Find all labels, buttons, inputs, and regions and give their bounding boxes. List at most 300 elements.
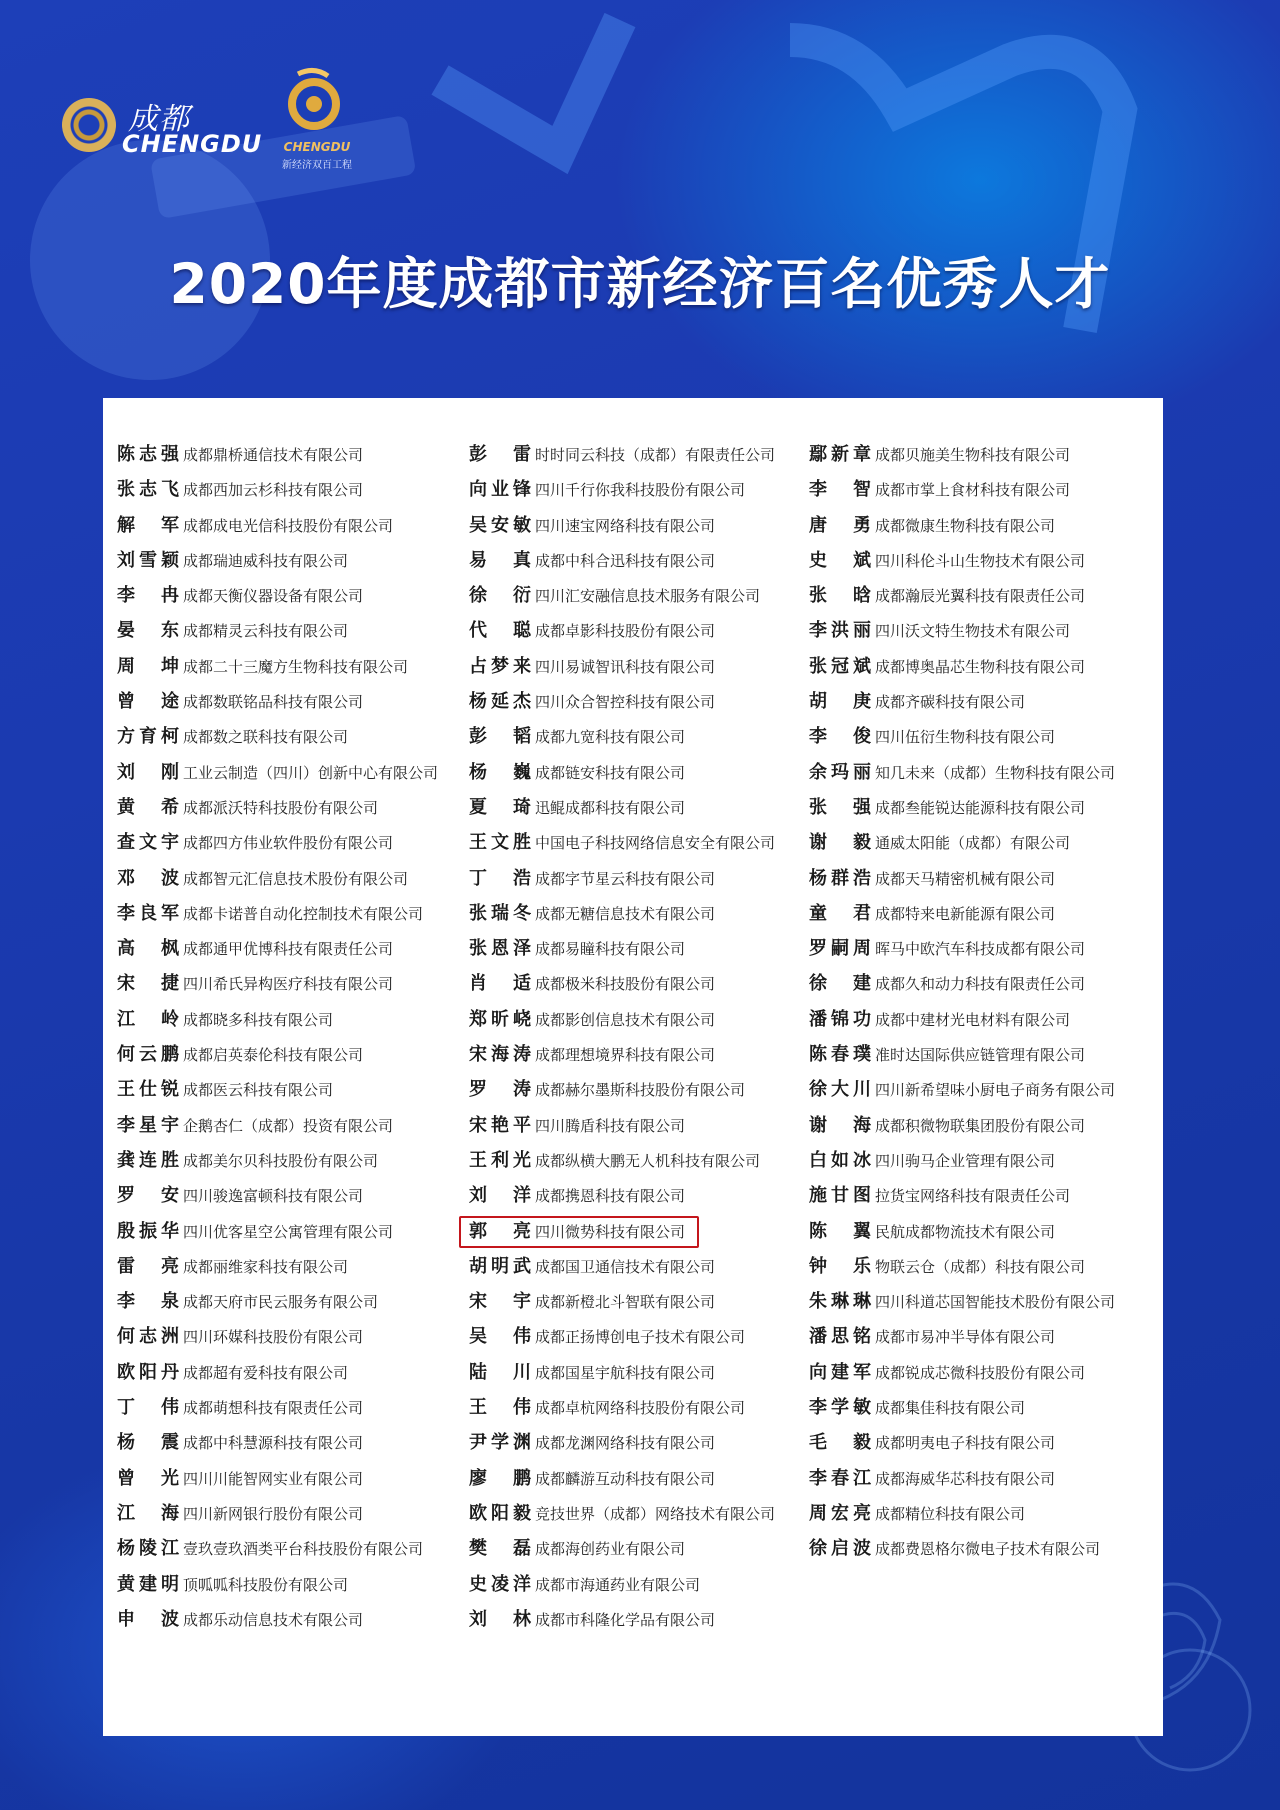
person-name: 欧阳丹 bbox=[117, 1361, 179, 1383]
company-name: 成都集佳科技有限公司 bbox=[875, 1399, 1026, 1418]
person-name: 李 俊 bbox=[809, 726, 871, 748]
person-name: 李春江 bbox=[809, 1467, 871, 1489]
talent-row bbox=[809, 579, 1115, 614]
person-name: 李 泉 bbox=[117, 1291, 179, 1313]
talent-row bbox=[809, 967, 1115, 1002]
company-name: 四川环媒科技股份有限公司 bbox=[183, 1328, 364, 1347]
talent-row bbox=[117, 1497, 438, 1532]
company-name: 成都正扬博创电子技术有限公司 bbox=[535, 1328, 746, 1347]
talent-row bbox=[469, 967, 775, 1002]
person-name: 史凌洋 bbox=[469, 1573, 531, 1595]
company-name: 四川伍衍生物科技有限公司 bbox=[875, 728, 1056, 747]
talent-row bbox=[469, 1497, 775, 1532]
person-name: 王仕锐 bbox=[117, 1079, 179, 1101]
company-name: 四川速宝网络科技有限公司 bbox=[535, 516, 716, 535]
talent-row bbox=[469, 579, 775, 614]
person-name: 曾 光 bbox=[117, 1467, 179, 1489]
talent-row bbox=[117, 473, 438, 508]
highlight-box bbox=[459, 1216, 699, 1248]
company-name: 四川希氏异构医疗科技有限公司 bbox=[183, 975, 394, 994]
company-name: 四川川能智网实业有限公司 bbox=[183, 1469, 364, 1488]
company-name: 成都超有爱科技有限公司 bbox=[183, 1363, 349, 1382]
talent-row bbox=[117, 897, 438, 932]
talent-row bbox=[117, 1215, 438, 1250]
person-name: 何云鹏 bbox=[117, 1044, 179, 1066]
person-name: 郑昕峣 bbox=[469, 1008, 531, 1030]
person-name: 易 真 bbox=[469, 549, 531, 571]
company-name: 成都卓影科技股份有限公司 bbox=[535, 622, 716, 641]
company-name: 成都精位科技有限公司 bbox=[875, 1504, 1026, 1523]
talent-row bbox=[809, 1426, 1115, 1461]
talent-row bbox=[469, 544, 775, 579]
talent-row bbox=[469, 1144, 775, 1179]
company-name: 成都鼎桥通信技术有限公司 bbox=[183, 446, 364, 464]
person-name: 陆 川 bbox=[469, 1361, 531, 1383]
person-name: 陈春璞 bbox=[809, 1044, 871, 1066]
person-name: 王文胜 bbox=[469, 832, 531, 854]
company-name: 成都特来电新能源有限公司 bbox=[875, 904, 1056, 923]
company-name: 成都贝施美生物科技有限公司 bbox=[875, 446, 1071, 464]
company-name: 四川新网银行股份有限公司 bbox=[183, 1504, 364, 1523]
talent-row bbox=[469, 1532, 775, 1567]
talent-row bbox=[809, 1391, 1115, 1426]
company-name: 四川微势科技有限公司 bbox=[535, 1222, 686, 1241]
talent-row bbox=[809, 826, 1115, 861]
company-name: 成都市海通药业有限公司 bbox=[535, 1575, 701, 1594]
company-name: 成都链安科技有限公司 bbox=[535, 763, 686, 782]
talent-row bbox=[469, 1179, 775, 1214]
person-name: 李 智 bbox=[809, 479, 871, 501]
company-name: 四川科道芯国智能技术股份有限公司 bbox=[875, 1293, 1116, 1312]
talent-row bbox=[809, 438, 1115, 473]
talent-row bbox=[117, 1391, 438, 1426]
company-name: 成都极米科技股份有限公司 bbox=[535, 975, 716, 994]
chengdu-logo-en: CHENGDU bbox=[122, 130, 263, 158]
person-name: 罗 安 bbox=[117, 1185, 179, 1207]
person-name: 朱琳琳 bbox=[809, 1291, 871, 1313]
talent-row bbox=[117, 614, 438, 649]
person-name: 鄢新章 bbox=[809, 444, 871, 465]
company-name: 成都纵横大鹏无人机科技有限公司 bbox=[535, 1151, 761, 1170]
talent-row bbox=[469, 509, 775, 544]
talent-row bbox=[469, 1356, 775, 1391]
company-name: 成都天马精密机械有限公司 bbox=[875, 869, 1056, 888]
person-name: 欧阳毅 bbox=[469, 1502, 531, 1524]
person-name: 廖 鹏 bbox=[469, 1467, 531, 1489]
person-name: 张志飞 bbox=[117, 479, 179, 501]
company-name: 企鹅杏仁（成都）投资有限公司 bbox=[183, 1116, 394, 1135]
talent-row bbox=[117, 826, 438, 861]
company-name: 顶呱呱科技股份有限公司 bbox=[183, 1575, 349, 1594]
talent-row bbox=[809, 1179, 1115, 1214]
chengdu-logo bbox=[62, 96, 262, 166]
company-name: 成都齐碳科技有限公司 bbox=[875, 693, 1026, 712]
talent-row bbox=[469, 1109, 775, 1144]
person-name: 夏 琦 bbox=[469, 796, 531, 818]
talent-row bbox=[809, 1497, 1115, 1532]
person-name: 童 君 bbox=[809, 902, 871, 924]
talent-row bbox=[117, 932, 438, 967]
company-name: 成都市易冲半导体有限公司 bbox=[875, 1328, 1056, 1347]
person-name: 黄 希 bbox=[117, 796, 179, 818]
person-name: 江 海 bbox=[117, 1502, 179, 1524]
talent-row bbox=[809, 932, 1115, 967]
talent-row bbox=[117, 1603, 438, 1638]
talent-row bbox=[117, 1462, 438, 1497]
talent-row bbox=[469, 473, 775, 508]
company-name: 成都市掌上食材科技有限公司 bbox=[875, 481, 1071, 500]
talent-row bbox=[809, 897, 1115, 932]
company-name: 拉货宝网络科技有限责任公司 bbox=[875, 1187, 1071, 1206]
talent-row bbox=[117, 1285, 438, 1320]
person-name: 陈志强 bbox=[117, 444, 179, 465]
company-name: 四川汇安融信息技术服务有限公司 bbox=[535, 587, 761, 606]
company-name: 成都中建材光电材料有限公司 bbox=[875, 1010, 1071, 1029]
company-name: 成都中科合迅科技有限公司 bbox=[535, 551, 716, 570]
talent-row bbox=[469, 720, 775, 755]
company-name: 成都国星宇航科技有限公司 bbox=[535, 1363, 716, 1382]
person-name: 江 岭 bbox=[117, 1008, 179, 1030]
person-name: 谢 毅 bbox=[809, 832, 871, 854]
company-name: 成都丽维家科技有限公司 bbox=[183, 1257, 349, 1276]
company-name: 成都博奥晶芯生物科技有限公司 bbox=[875, 657, 1086, 676]
talent-row bbox=[809, 1356, 1115, 1391]
person-name: 张恩泽 bbox=[469, 938, 531, 960]
person-name: 丁 伟 bbox=[117, 1397, 179, 1419]
person-name: 李良军 bbox=[117, 902, 179, 924]
person-name: 毛 毅 bbox=[809, 1432, 871, 1454]
company-name: 成都派沃特科技股份有限公司 bbox=[183, 798, 379, 817]
person-name: 宋海涛 bbox=[469, 1044, 531, 1066]
talent-column-2 bbox=[469, 438, 775, 1638]
company-name: 四川优客星空公寓管理有限公司 bbox=[183, 1222, 394, 1241]
talent-row bbox=[469, 1391, 775, 1426]
company-name: 民航成都物流技术有限公司 bbox=[875, 1222, 1056, 1241]
person-name: 白如冰 bbox=[809, 1149, 871, 1171]
person-name: 周 坤 bbox=[117, 655, 179, 677]
talent-row bbox=[117, 438, 438, 473]
person-name: 申 波 bbox=[117, 1608, 179, 1630]
person-name: 彭 雷 bbox=[469, 444, 531, 465]
company-name: 成都通甲优博科技有限责任公司 bbox=[183, 940, 394, 959]
talent-row bbox=[469, 932, 775, 967]
talent-row bbox=[117, 1003, 438, 1038]
talent-row bbox=[117, 544, 438, 579]
person-name: 胡 庚 bbox=[809, 691, 871, 713]
company-name: 成都西加云杉科技有限公司 bbox=[183, 481, 364, 500]
person-name: 胡明武 bbox=[469, 1255, 531, 1277]
talent-row bbox=[117, 650, 438, 685]
talent-row bbox=[469, 1003, 775, 1038]
talent-row bbox=[809, 509, 1115, 544]
company-name: 竞技世界（成都）网络技术有限公司 bbox=[535, 1504, 776, 1523]
person-name: 周宏亮 bbox=[809, 1502, 871, 1524]
company-name: 成都赫尔墨斯科技股份有限公司 bbox=[535, 1081, 746, 1100]
person-name: 殷振华 bbox=[117, 1220, 179, 1242]
person-name: 邓 波 bbox=[117, 867, 179, 889]
talent-row bbox=[117, 509, 438, 544]
person-name: 吴 伟 bbox=[469, 1326, 531, 1348]
company-name: 通威太阳能（成都）有限公司 bbox=[875, 834, 1071, 853]
talent-row bbox=[809, 1462, 1115, 1497]
talent-row bbox=[469, 1215, 775, 1250]
talent-row bbox=[809, 614, 1115, 649]
person-name: 史 斌 bbox=[809, 549, 871, 571]
talent-row bbox=[469, 1568, 775, 1603]
person-name: 唐 勇 bbox=[809, 514, 871, 536]
talent-row bbox=[809, 862, 1115, 897]
person-name: 杨陵江 bbox=[117, 1538, 179, 1560]
talent-row bbox=[469, 1320, 775, 1355]
talent-row bbox=[117, 756, 438, 791]
person-name: 张 晗 bbox=[809, 585, 871, 607]
company-name: 成都麟游互动科技有限公司 bbox=[535, 1469, 716, 1488]
talent-row bbox=[469, 791, 775, 826]
talent-row bbox=[469, 1250, 775, 1285]
talent-row bbox=[117, 1532, 438, 1567]
company-name: 四川驹马企业管理有限公司 bbox=[875, 1151, 1056, 1170]
person-name: 丁 浩 bbox=[469, 867, 531, 889]
company-name: 壹玖壹玖酒类平台科技股份有限公司 bbox=[183, 1540, 424, 1559]
company-name: 准时达国际供应链管理有限公司 bbox=[875, 1046, 1086, 1065]
talent-row bbox=[809, 544, 1115, 579]
person-name: 曾 途 bbox=[117, 691, 179, 713]
person-name: 王利光 bbox=[469, 1149, 531, 1171]
talent-row bbox=[117, 791, 438, 826]
company-name: 成都乐动信息技术有限公司 bbox=[183, 1610, 364, 1629]
company-name: 四川腾盾科技有限公司 bbox=[535, 1116, 686, 1135]
person-name: 刘 刚 bbox=[117, 761, 179, 783]
talent-row bbox=[809, 1285, 1115, 1320]
talent-row bbox=[469, 1426, 775, 1461]
talent-row bbox=[809, 720, 1115, 755]
company-name: 成都中科慧源科技有限公司 bbox=[183, 1434, 364, 1453]
talent-row bbox=[809, 685, 1115, 720]
talent-row bbox=[809, 1320, 1115, 1355]
company-name: 成都明夷电子科技有限公司 bbox=[875, 1434, 1056, 1453]
company-name: 成都瀚辰光翼科技有限责任公司 bbox=[875, 587, 1086, 606]
person-name: 向业锋 bbox=[469, 479, 531, 501]
person-name: 杨 巍 bbox=[469, 761, 531, 783]
company-name: 成都龙渊网络科技有限公司 bbox=[535, 1434, 716, 1453]
person-name: 吴安敏 bbox=[469, 514, 531, 536]
talent-row bbox=[809, 756, 1115, 791]
new-economy-logo-zh: 新经济双百工程 bbox=[282, 160, 352, 171]
person-name: 龚连胜 bbox=[117, 1149, 179, 1171]
person-name: 余玛丽 bbox=[809, 761, 871, 783]
talent-row bbox=[117, 967, 438, 1002]
person-name: 宋 宇 bbox=[469, 1291, 531, 1313]
company-name: 四川沃文特生物技术有限公司 bbox=[875, 622, 1071, 641]
company-name: 成都积微物联集团股份有限公司 bbox=[875, 1116, 1086, 1135]
company-name: 成都精灵云科技有限公司 bbox=[183, 622, 349, 641]
talent-row bbox=[117, 1144, 438, 1179]
person-name: 宋艳平 bbox=[469, 1114, 531, 1136]
company-name: 成都晓多科技有限公司 bbox=[183, 1010, 334, 1029]
person-name: 肖 适 bbox=[469, 973, 531, 995]
company-name: 成都新橙北斗智联有限公司 bbox=[535, 1293, 716, 1312]
talent-row bbox=[117, 1179, 438, 1214]
company-name: 成都费恩格尔微电子技术有限公司 bbox=[875, 1540, 1101, 1559]
person-name: 刘雪颖 bbox=[117, 549, 179, 571]
person-name: 李星宇 bbox=[117, 1114, 179, 1136]
person-name: 方育柯 bbox=[117, 726, 179, 748]
person-name: 彭 韬 bbox=[469, 726, 531, 748]
chengdu-ring-icon bbox=[62, 98, 116, 152]
company-name: 成都久和动力科技有限责任公司 bbox=[875, 975, 1086, 994]
company-name: 晖马中欧汽车科技成都有限公司 bbox=[875, 940, 1086, 959]
person-name: 黄建明 bbox=[117, 1573, 179, 1595]
person-name: 徐 建 bbox=[809, 973, 871, 995]
person-name: 杨 震 bbox=[117, 1432, 179, 1454]
person-name: 陈 翼 bbox=[809, 1220, 871, 1242]
company-name: 工业云制造（四川）创新中心有限公司 bbox=[183, 763, 439, 782]
company-name: 成都卡诺普自动化控制技术有限公司 bbox=[183, 904, 424, 923]
company-name: 成都海创药业有限公司 bbox=[535, 1540, 686, 1559]
talent-row bbox=[469, 650, 775, 685]
person-name: 高 枫 bbox=[117, 938, 179, 960]
talent-row bbox=[117, 1073, 438, 1108]
company-name: 四川千行你我科技股份有限公司 bbox=[535, 481, 746, 500]
talent-row bbox=[117, 1356, 438, 1391]
company-name: 成都二十三魔方生物科技有限公司 bbox=[183, 657, 409, 676]
talent-row bbox=[469, 862, 775, 897]
company-name: 成都国卫通信技术有限公司 bbox=[535, 1257, 716, 1276]
company-name: 成都智元汇信息技术股份有限公司 bbox=[183, 869, 409, 888]
person-name: 潘思铭 bbox=[809, 1326, 871, 1348]
talent-row bbox=[117, 862, 438, 897]
company-name: 成都数之联科技有限公司 bbox=[183, 728, 349, 747]
talent-row bbox=[469, 1073, 775, 1108]
company-name: 成都卓杭网络科技股份有限公司 bbox=[535, 1399, 746, 1418]
person-name: 李 冉 bbox=[117, 585, 179, 607]
person-name: 潘锦功 bbox=[809, 1008, 871, 1030]
person-name: 杨群浩 bbox=[809, 867, 871, 889]
talent-row bbox=[469, 756, 775, 791]
person-name: 徐启波 bbox=[809, 1538, 871, 1560]
company-name: 四川众合智控科技有限公司 bbox=[535, 693, 716, 712]
person-name: 罗嗣周 bbox=[809, 938, 871, 960]
person-name: 张瑞冬 bbox=[469, 902, 531, 924]
talent-row bbox=[469, 1285, 775, 1320]
company-name: 成都理想境界科技有限公司 bbox=[535, 1046, 716, 1065]
person-name: 查文宇 bbox=[117, 832, 179, 854]
talent-row bbox=[469, 1462, 775, 1497]
company-name: 成都萌想科技有限责任公司 bbox=[183, 1399, 364, 1418]
company-name: 知几未来（成都）生物科技有限公司 bbox=[875, 763, 1116, 782]
talent-row bbox=[809, 1003, 1115, 1038]
talent-column-3 bbox=[809, 438, 1115, 1568]
talent-row bbox=[809, 473, 1115, 508]
person-name: 向建军 bbox=[809, 1361, 871, 1383]
company-name: 迅鲲成都科技有限公司 bbox=[535, 798, 686, 817]
company-name: 成都美尔贝科技股份有限公司 bbox=[183, 1151, 379, 1170]
company-name: 成都九宽科技有限公司 bbox=[535, 728, 686, 747]
company-name: 中国电子科技网络信息安全有限公司 bbox=[535, 834, 776, 853]
talent-row bbox=[809, 1109, 1115, 1144]
person-name: 罗 涛 bbox=[469, 1079, 531, 1101]
person-name: 代 聪 bbox=[469, 620, 531, 642]
company-name: 成都天府市民云服务有限公司 bbox=[183, 1293, 379, 1312]
talent-row bbox=[809, 1144, 1115, 1179]
page-title: 2020年度成都市新经济百名优秀人才 bbox=[169, 252, 1111, 316]
person-name: 谢 海 bbox=[809, 1114, 871, 1136]
talent-row bbox=[809, 1073, 1115, 1108]
person-name: 何志洲 bbox=[117, 1326, 179, 1348]
talent-row bbox=[809, 1038, 1115, 1073]
talent-row bbox=[809, 1215, 1115, 1250]
new-economy-logo-en: CHENGDU bbox=[283, 140, 351, 154]
talent-row bbox=[469, 826, 775, 861]
person-name: 李学敏 bbox=[809, 1397, 871, 1419]
company-name: 成都影创信息技术有限公司 bbox=[535, 1010, 716, 1029]
talent-row bbox=[117, 579, 438, 614]
person-name: 李洪丽 bbox=[809, 620, 871, 642]
talent-row bbox=[469, 438, 775, 473]
person-name: 解 军 bbox=[117, 514, 179, 536]
person-name: 钟 乐 bbox=[809, 1255, 871, 1277]
chengdu-logo-zh: 成都 bbox=[128, 102, 190, 137]
talent-row bbox=[469, 1038, 775, 1073]
talent-row bbox=[117, 720, 438, 755]
talent-row bbox=[117, 1250, 438, 1285]
company-name: 时时同云科技（成都）有限责任公司 bbox=[535, 446, 776, 464]
new-economy-emblem-icon bbox=[284, 66, 344, 136]
person-name: 尹学渊 bbox=[469, 1432, 531, 1454]
person-name: 杨延杰 bbox=[469, 691, 531, 713]
person-name: 王 伟 bbox=[469, 1397, 531, 1419]
talent-row bbox=[117, 685, 438, 720]
talent-row bbox=[469, 1603, 775, 1638]
company-name: 成都四方伟业软件股份有限公司 bbox=[183, 834, 394, 853]
talent-row bbox=[117, 1320, 438, 1355]
talent-row bbox=[469, 685, 775, 720]
person-name: 宋 捷 bbox=[117, 973, 179, 995]
company-name: 成都医云科技有限公司 bbox=[183, 1081, 334, 1100]
person-name: 徐 衍 bbox=[469, 585, 531, 607]
company-name: 成都无糖信息技术有限公司 bbox=[535, 904, 716, 923]
company-name: 成都字节星云科技有限公司 bbox=[535, 869, 716, 888]
talent-row bbox=[117, 1426, 438, 1461]
company-name: 成都锐成芯微科技股份有限公司 bbox=[875, 1363, 1086, 1382]
company-name: 成都携恩科技有限公司 bbox=[535, 1187, 686, 1206]
company-name: 成都叁能锐达能源科技有限公司 bbox=[875, 798, 1086, 817]
company-name: 四川易诚智讯科技有限公司 bbox=[535, 657, 716, 676]
company-name: 成都天衡仪器设备有限公司 bbox=[183, 587, 364, 606]
talent-row bbox=[117, 1038, 438, 1073]
company-name: 成都海威华芯科技有限公司 bbox=[875, 1469, 1056, 1488]
new-economy-logo bbox=[262, 60, 372, 180]
talent-row bbox=[809, 650, 1115, 685]
person-name: 刘 洋 bbox=[469, 1185, 531, 1207]
company-name: 成都市科隆化学品有限公司 bbox=[535, 1610, 716, 1629]
company-name: 成都成电光信科技股份有限公司 bbox=[183, 516, 394, 535]
person-name: 雷 亮 bbox=[117, 1255, 179, 1277]
talent-row bbox=[809, 1250, 1115, 1285]
person-name: 晏 东 bbox=[117, 620, 179, 642]
talent-row bbox=[469, 897, 775, 932]
talent-row bbox=[809, 791, 1115, 826]
talent-row bbox=[117, 1109, 438, 1144]
talent-row bbox=[469, 614, 775, 649]
person-name: 樊 磊 bbox=[469, 1538, 531, 1560]
company-name: 四川科伦斗山生物技术有限公司 bbox=[875, 551, 1086, 570]
company-name: 物联云仓（成都）科技有限公司 bbox=[875, 1257, 1086, 1276]
company-name: 四川新希望味小厨电子商务有限公司 bbox=[875, 1081, 1116, 1100]
company-name: 四川骏逸富顿科技有限公司 bbox=[183, 1187, 364, 1206]
talent-row bbox=[809, 1532, 1115, 1567]
person-name: 郭 亮 bbox=[469, 1220, 531, 1242]
